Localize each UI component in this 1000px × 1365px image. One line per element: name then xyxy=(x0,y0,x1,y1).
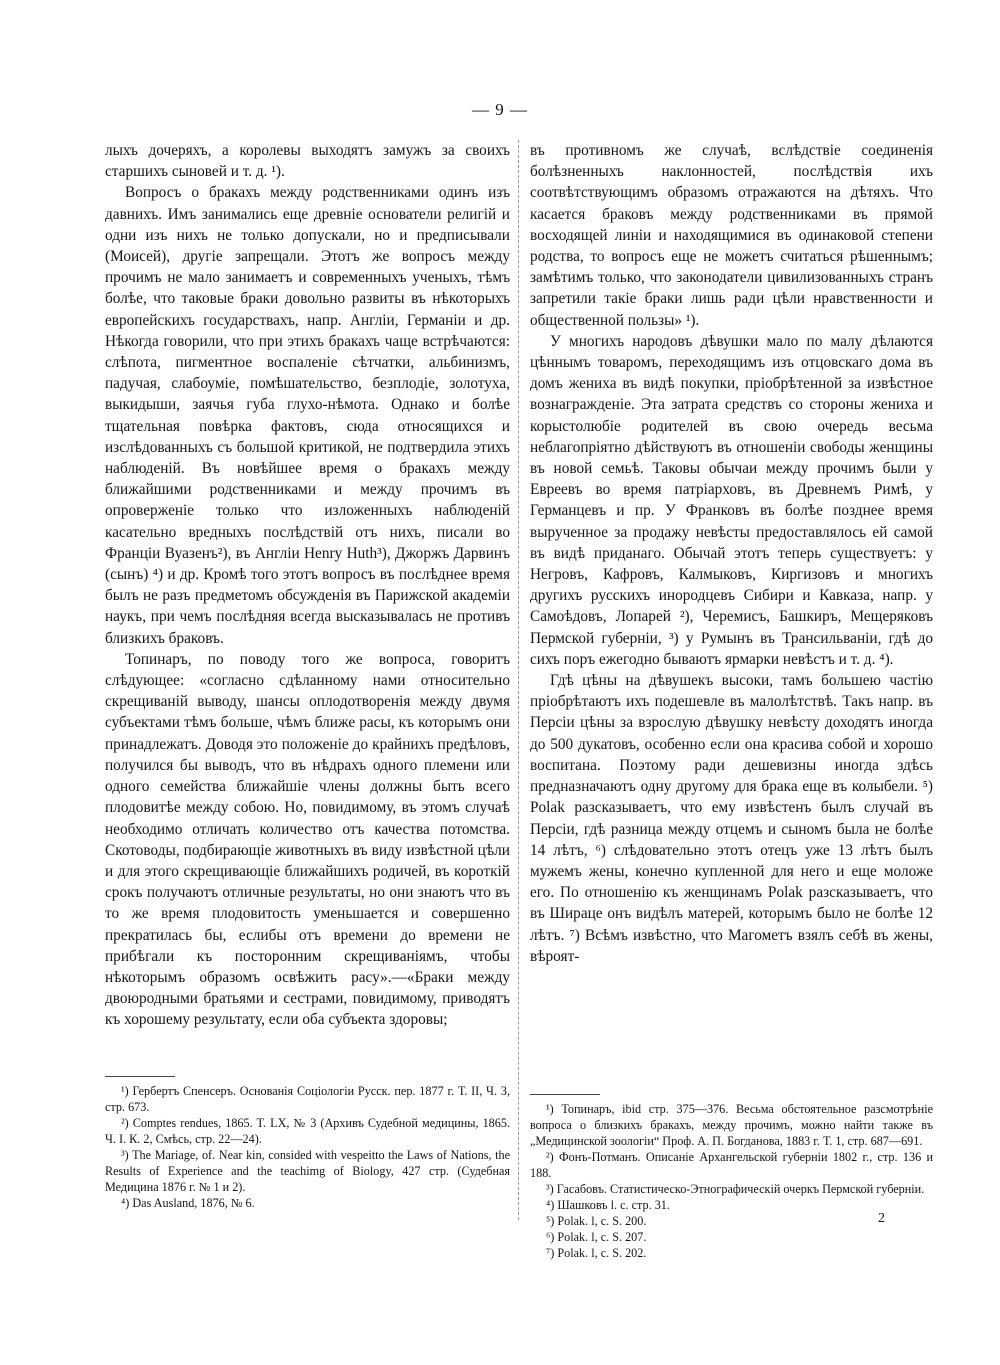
left-footnotes xyxy=(105,1076,510,1211)
footnote-left-2: ²) Comptes rendues, 1865. T. LX, № 3 (Архивъ Судебной медицины, 1865. Ч. I. К. 2, Смѣсь, стр. 22—24). xyxy=(105,1116,510,1146)
left-paragraph-1: лыхъ дочеряхъ, а королевы выходятъ замужъ за своихъ старшихъ сыновей и т. д. ¹). xyxy=(105,142,510,181)
right-column xyxy=(530,140,933,967)
column-divider xyxy=(518,140,519,1220)
footnote-right-1: ¹) Топинаръ, ibid стр. 375—376. Весьма обстоятельное разсмотрѣніе вопроса о близкихъ бракахъ, между прочимъ, можно найти также въ „Медицинской зоологіи“ Проф. А. П. Богданова, 1883 г. Т. 1, стр. 687—691. xyxy=(530,1102,933,1148)
page-number: — 9 — xyxy=(472,100,528,119)
footnote-right-4: ⁴) Шашковъ l. c. стр. 31. xyxy=(546,1198,670,1212)
right-paragraph-2: У многихъ народовъ дѣвушки мало по малу дѣлаются цѣннымъ товаромъ, переходящимъ изъ отцовскаго дома въ домъ жениха въ видѣ покупки, пріобрѣтенной за извѣстное вознагражденіе. Эта затрата средствъ со стороны жениха и корыстолюбіе родителей въ свою очередь весьма неблагопріятно дѣйствуютъ въ отношеніи свободы женщины въ новой семьѣ. Таковы обычаи между прочимъ были у Евреевъ во время патріарховъ, въ Древнемъ Римѣ, у Германцевъ и пр. У Франковъ въ болѣе позднее время вырученное за продажу невѣсты предоставлялось ей самой въ видѣ приданаго. Обычай этотъ теперь существуетъ: у Негровъ, Кафровъ, Калмыковъ, Киргизовъ и многихъ другихъ русскихъ инородцевъ Сибири и Кавказа, напр. у Самоѣдовъ, Лопарей ²), Черемисъ, Башкиръ, Мещеряковъ Пермской губерніи, ³) у Румынъ въ Трансильваніи, гдѣ до сихъ поръ ежегодно бываютъ ярмарки невѣстъ и т. д. ⁴). xyxy=(530,332,933,668)
footnote-left-4: ⁴) Das Ausland, 1876, № 6. xyxy=(121,1196,255,1210)
footnote-right-2: ²) Фонъ-Потманъ. Описаніе Архангельской губерніи 1802 г., стр. 136 и 188. xyxy=(530,1150,933,1180)
footnote-right-3: ³) Гасабовъ. Статистическо-Этнографическій очеркъ Пермской губерніи. xyxy=(546,1182,925,1196)
sheet-number: 2 xyxy=(878,1211,885,1226)
left-column xyxy=(105,140,510,1031)
footnote-rule xyxy=(105,1076,175,1077)
footnote-right-5: ⁵) Polak. l, c. S. 200. xyxy=(546,1214,647,1228)
footnote-left-1: ¹) Гербертъ Спенсеръ. Основанія Соціологіи Русск. пер. 1877 г. Т. II, Ч. 3, стр. 673. xyxy=(105,1084,510,1114)
right-paragraph-1: въ противномъ же случаѣ, вслѣдствіе соединенія болѣзненныхъ наклонностей, послѣдствія ихъ соотвѣтствующимъ образомъ отражаются на дѣтяхъ. Что касается браковъ между родственниками въ прямой восходящей линіи и находящимися въ одинаковой степени родства, то вопросъ еще не можетъ считаться рѣшеннымъ; замѣтимъ только, что законодатели цивилизованныхъ странъ запретили такіе браки лишь ради цѣли нравственности и общественной пользы» ¹). xyxy=(530,142,933,329)
right-footnotes xyxy=(530,1094,933,1261)
footnote-right-6: ⁶) Polak. l, c. S. 207. xyxy=(546,1230,647,1244)
footnote-left-3: ³) The Mariage, of. Near kin, consided with vespeitto the Laws of Nations, the Results of Experience and the teachimg of Biology, 427 стр. (Судебная Медицина 1876 г. № 1 и 2). xyxy=(105,1148,510,1194)
footnote-right-7: ⁷) Polak. l, c. S. 202. xyxy=(546,1246,647,1260)
right-paragraph-3: Гдѣ цѣны на дѣвушекъ высоки, тамъ большею частію пріобрѣтаютъ ихъ подешевле въ малолѣтствѣ. Такъ напр. въ Персіи цѣны за взрослую дѣвушку невѣсту доходятъ иногда до 500 дукатовъ, особенно если она красива собой и хорошо воспитана. Поэтому ради дешевизны иногда здѣсь предназначаютъ одну другому для брака еще въ колыбели. ⁵) Polak разсказываетъ, что ему извѣстенъ былъ случай въ Персіи, гдѣ разница между отцемъ и сыномъ была не болѣе 14 лѣтъ, ⁶) слѣдовательно этотъ отецъ уже 13 лѣтъ былъ мужемъ жены, конечно купленной для него и еще моложе его. По отношенію къ женщинамъ Polak разсказываетъ, что въ Шираце онъ видѣлъ матерей, которымъ было не болѣе 12 лѣтъ. ⁷) Всѣмъ извѣстно, что Магометъ взялъ себѣ въ жены, вѣроят- xyxy=(530,672,933,965)
footnote-rule xyxy=(530,1094,600,1095)
left-paragraph-2: Вопросъ о бракахъ между родственниками одинъ изъ давнихъ. Имъ занимались еще древніе основатели религій и одни изъ нихъ не только допускали, но и предписывали (Моисей), другіе запрещали. Этотъ же вопросъ между прочимъ не мало занимаетъ и современныхъ ученыхъ, тѣмъ болѣе, что таковые браки довольно развиты въ нѣкоторыхъ европейскихъ государствахъ, напр. Англіи, Германіи и др. Нѣкогда говорили, что при этихъ бракахъ чаще встрѣчаются: слѣпота, пигментное воспаленіе сѣтчатки, альбинизмъ, падучая, слабоуміе, помѣшательство, безплодіе, золотуха, выкидыши, заячья губа глухо-нѣмота. Однако и болѣе тщательная повѣрка фактовъ, сюда относящихся и изслѣдованныхъ съ большой критикой, не подтвердила этихъ наблюденій. Въ новѣйшее время о бракахъ между ближайшими родственниками и между прочимъ въ опроверженіе только что изложенныхъ наблюденій касательно вредныхъ послѣдствій отъ нихъ, писали во Франціи Вуазенъ²), въ Англіи Henry Huth³), Джоржъ Дарвинъ (сынъ) ⁴) и др. Кромѣ того этотъ вопросъ въ послѣднее время былъ не разъ предметомъ обсужденія въ Парижской академіи наукъ, при чемъ послѣдняя всегда высказывалась не противъ близкихъ браковъ. xyxy=(105,184,510,647)
left-paragraph-3: Топинаръ, по поводу того же вопроса, говоритъ слѣдующее: «согласно сдѣланному нами относительно скрещиваній выводу, шансы оплодотворенія между двумя субъектами тѣмъ больше, чѣмъ ближе расы, къ которымъ они принадлежатъ. Доводя это положеніе до крайнихъ предѣловъ, получился бы выводъ, что въ нѣдрахъ одного племени или одного семейства ближайшіе члены должны быть всего плодовитѣе между собою. Но, повидимому, въ этомъ случаѣ необходимо отличать количество отъ качества потомства. Скотоводы, подбирающіе животныхъ въ виду извѣстной цѣли и для этого скрещивающіе ближайшихъ родичей, въ короткій срокъ получаютъ отличные результаты, но они знаютъ что въ то же время плодовитость уменьшается и совершенно прекратилась бы, еслибы отъ времени до времени не прибѣгали къ посторонним скрещиваніямъ, чтобы нѣкоторымъ образомъ освѣжить расу».—«Браки между двоюродными братьями и сестрами, повидимому, приводятъ къ хорошему результату, если оба субъекта здоровы; xyxy=(105,650,510,1029)
